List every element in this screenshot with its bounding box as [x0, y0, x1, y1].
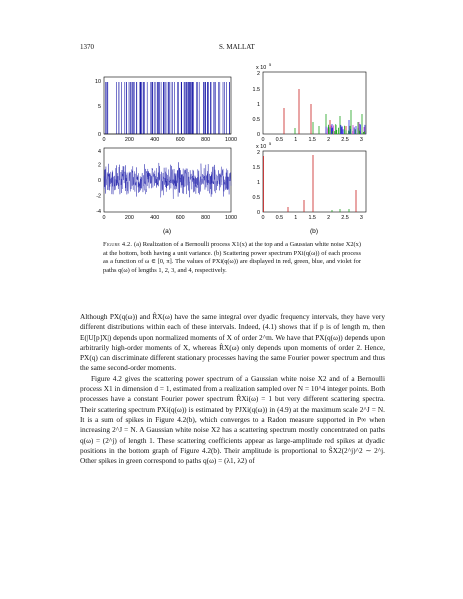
ytick: 1.5 [252, 87, 260, 93]
plot-white-noise [96, 148, 237, 221]
exponent-power: 5 [269, 141, 272, 146]
plot-bernoulli [95, 77, 237, 143]
xtick: 0 [102, 137, 106, 143]
xtick: 2 [327, 137, 331, 143]
ytick: 1 [257, 102, 260, 108]
ytick: 0 [257, 132, 260, 138]
exponent-power: 5 [269, 62, 272, 67]
figure-4-2 [70, 62, 370, 247]
ytick: 4 [98, 149, 101, 155]
panel-a-label: (a) [162, 228, 172, 235]
ytick: 2 [257, 71, 260, 77]
xtick: 600 [175, 215, 185, 221]
figure-caption [103, 241, 361, 275]
xtick: 800 [201, 137, 211, 143]
xtick: 1000 [225, 215, 237, 221]
paragraph: Figure 4.2 gives the scattering power spectrum of a Gaussian white noise X2 and of a Bernoulli process X1 in dimension d = 1, estimated from a realization sampled over N = 10^4 integer points. Both processes have a constant Fourier power spectrum R̂Xi(ω) = 1 but very different scattering spectra. Their scattering spectrum PXi(q(ω)) is estimated by PJXi(q(ω)) in (4.9) at the maximum scale 2^J = N. It is a sum of spikes in Figure 4.2(b), which converges to a Radon measure supported in P∞ when increasing 2^J = N. A Gaussian white noise X2 has a scattering spectrum mostly concentrated on paths q(ω) = (2^j) of length 1. These scattering coefficients appear as large-amplitude red spikes at dyadic positions in the bottom graph of Figure 4.2(b). Their amplitude is proportional to S̃X2(2^j)^2 ∼ 2^j. Other spikes in green correspond to paths q(ω) = (λ1, λ2) of [80, 373, 385, 466]
xtick: 1000 [225, 137, 237, 143]
xtick: 2.5 [341, 137, 349, 143]
xtick: 0 [261, 215, 265, 221]
plot-frame [263, 72, 366, 134]
xtick: 200 [124, 137, 134, 143]
caption-label: Figure 4.2. [103, 241, 133, 248]
xtick: 0.5 [275, 137, 284, 143]
xtick: 1.5 [308, 137, 316, 143]
running-author: S. MALLAT [219, 43, 255, 51]
xtick: 0 [261, 137, 265, 143]
ytick: 1 [257, 180, 260, 186]
panel-b-label: (b) [309, 228, 319, 235]
ytick: 2 [257, 150, 260, 156]
xtick: 1 [294, 215, 298, 221]
ytick: 0.5 [252, 195, 260, 201]
scattering-spikes [284, 89, 365, 134]
exponent-label: x 10 [256, 65, 267, 71]
xtick: 800 [201, 215, 211, 221]
ytick: -2 [96, 193, 101, 200]
xtick: 2.5 [341, 215, 349, 221]
xtick: 3 [359, 137, 363, 143]
ytick: 0 [98, 132, 101, 138]
ytick: 0 [98, 178, 101, 184]
plot-scattering-bernoulli [253, 62, 367, 143]
xtick: 200 [124, 215, 134, 221]
xtick: 0 [102, 215, 106, 221]
ytick: 10 [95, 79, 101, 85]
xtick: 400 [150, 137, 160, 143]
ytick: 0 [257, 210, 260, 216]
page-number: 1370 [80, 43, 94, 51]
xtick: 1 [294, 137, 298, 143]
xtick: 600 [175, 137, 185, 143]
body-text [80, 312, 385, 466]
scattering-spikes [264, 155, 357, 212]
xtick: 3 [359, 215, 363, 221]
caption-text: (a) Realization of a Bernoulli process X1(x) at the top and a Gaussian white noise X2(x) at the bottom, both having a unit variance. (b) Scattering power spectrum PXi(q(ω)) of each process as a function of ω ∈ [0, π]. The values of PXi(q(ω)) are displayed in red, green, blue, and violet for paths q(ω) of lengths 1, 2, 3, and 4, respectively. [103, 241, 361, 274]
ytick: 0.5 [252, 117, 260, 123]
xtick: 0.5 [275, 215, 284, 221]
xtick: 1.5 [308, 215, 316, 221]
ytick: 2 [98, 162, 101, 169]
xtick: 2 [327, 215, 331, 221]
plot-scattering-white-noise [253, 141, 367, 221]
xtick: 400 [150, 215, 160, 221]
ytick: 5 [98, 104, 101, 110]
white-noise-trace [104, 162, 231, 199]
bernoulli-spikes [106, 82, 230, 134]
plot-frame [263, 151, 366, 212]
ytick: -4 [96, 209, 101, 215]
paragraph: Although PX(q(ω)) and R̂X(ω) have the same integral over dyadic frequency intervals, they have very different distributions within each of these intervals. Indeed, (4.1) shows that if p is of length m, then E(|U[p]X|) depends upon normalized moments of X of order 2^m. We have that PX(q(ω)) depends upon arbitrarily high-order moments of X, whereas R̂X(ω) only depends upon moments of order 2. Hence, PX(q) can discriminate different stationary processes having the same Fourier power spectrum and thus the same second-order moments. [80, 312, 385, 373]
ytick: 1.5 [252, 165, 260, 171]
exponent-label: x 10 [256, 144, 267, 150]
plot-frame [104, 77, 231, 134]
